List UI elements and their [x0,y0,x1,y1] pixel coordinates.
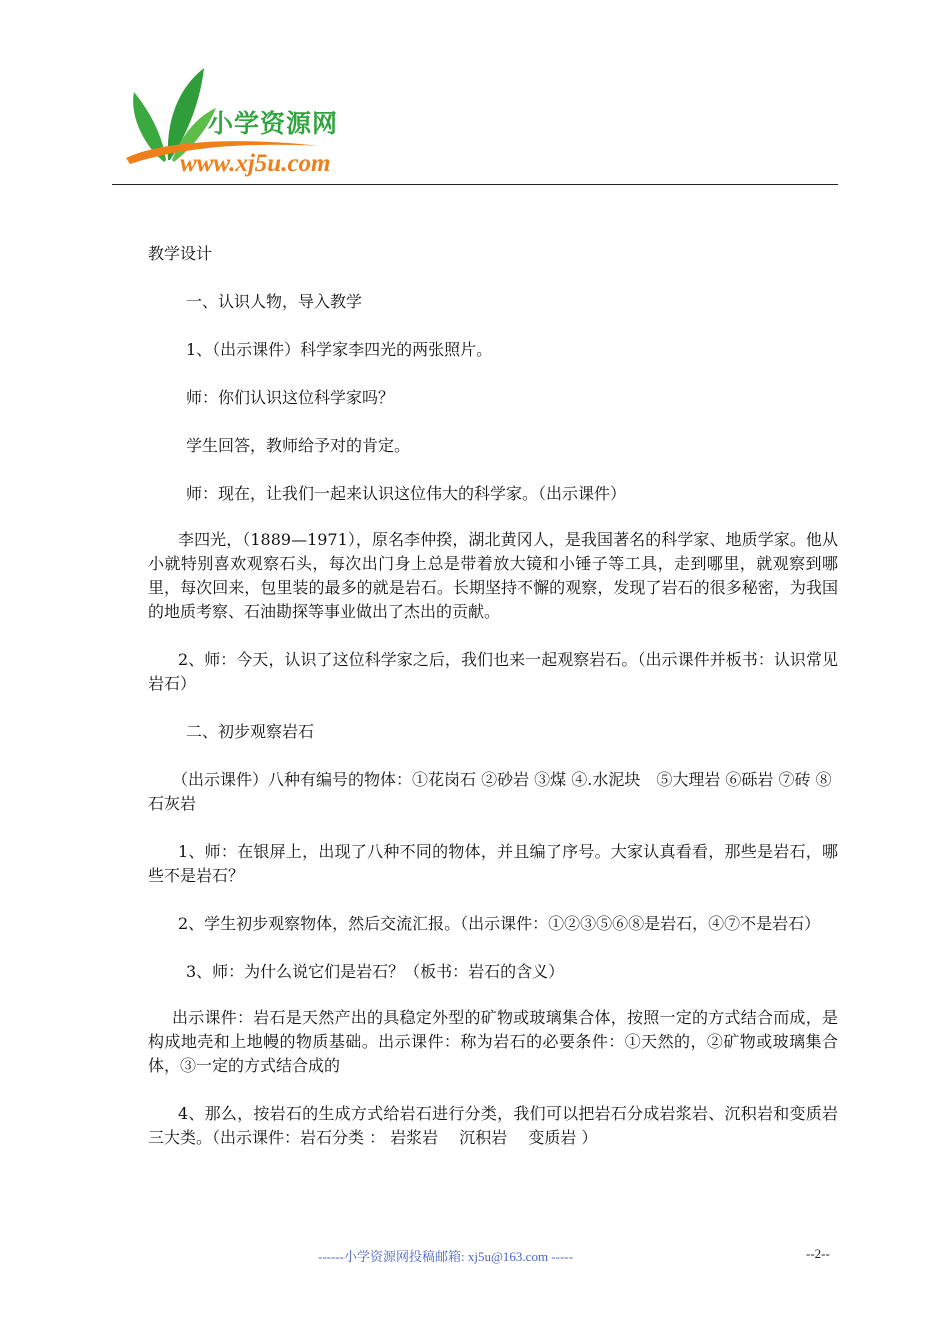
page-footer [0,1246,950,1270]
paragraph-biography: 李四光，（1889—1971），原名李仲揆，湖北黄冈人，是我国著名的科学家、地质学家。他从小就特别喜欢观察石头，每次出门身上总是带着放大镜和小锤子等工具，走到哪里，就观察到哪里，每次回来，包里装的最多的就是岩石。长期坚持不懈的观察，发现了岩石的很多秘密，为我国的地质考察、石油勘探等事业做出了杰出的贡献。 [148,530,838,621]
paragraph-student-answer: 学生回答，教师给予对的肯定。 [186,436,411,455]
paragraph-rock-definition: 出示课件：岩石是天然产出的具稳定外型的矿物或玻璃集合体，按照一定的方式结合而成，是构成地壳和上地幔的物质基础。出示课件：称为岩石的必要条件：①天然的，②矿物或玻璃集合体，③一定的方式结合成的 [148,1008,838,1075]
document-title: 教学设计 [148,244,213,263]
footer-contact[interactable]: ------小学资源网投稿邮箱: xj5u@163.com ----- [318,1249,573,1264]
paragraph-observe-rocks: 2、师：今天，认识了这位科学家之后，我们也来一起观察岩石。（出示课件并板书：认识常见岩石） [148,650,838,693]
paragraph-rock-classification: 4、那么，按岩石的生成方式给岩石进行分类，我们可以把岩石分成岩浆岩、沉积岩和变质岩三大类。（出示课件：岩石分类 ： 岩浆岩 沉积岩 变质岩 ） [148,1104,838,1147]
page-number: --2-- [806,1246,830,1261]
logo-url-text: www.xj5u.com [180,150,331,177]
section-heading-1: 一、认识人物，导入教学 [186,292,363,311]
paragraph-why-rocks: 3、师：为什么说它们是岩石？（板书：岩石的含义） [186,962,565,981]
paragraph-teacher-intro: 师：现在，让我们一起来认识这位伟大的科学家。（出示课件） [186,484,627,503]
site-logo[interactable] [120,62,360,182]
paragraph-student-report: 2、学生初步观察物体，然后交流汇报。（出示课件：①②③⑤⑥⑧是岩石，④⑦不是岩石） [178,914,821,933]
paragraph-screen-objects: 1、师：在银屏上，出现了八种不同的物体，并且编了序号。大家认真看看，那些是岩石，哪些不是岩石？ [148,842,838,885]
logo-chinese-text: 小学资源网 [208,109,339,138]
document-body [148,242,838,1150]
paragraph-photos: 1、（出示课件）科学家李四光的两张照片。 [186,340,493,359]
page-header [112,60,838,188]
paragraph-eight-objects: （出示课件）八种有编号的物体：①花岗石 ②砂岩 ③煤 ④.水泥块 ⑤大理岩 ⑥砾岩 ⑦砖 ⑧石灰岩 [148,770,832,813]
header-divider [112,184,838,185]
section-heading-2: 二、初步观察岩石 [186,722,315,741]
paragraph-teacher-question: 师：你们认识这位科学家吗？ [186,388,395,407]
